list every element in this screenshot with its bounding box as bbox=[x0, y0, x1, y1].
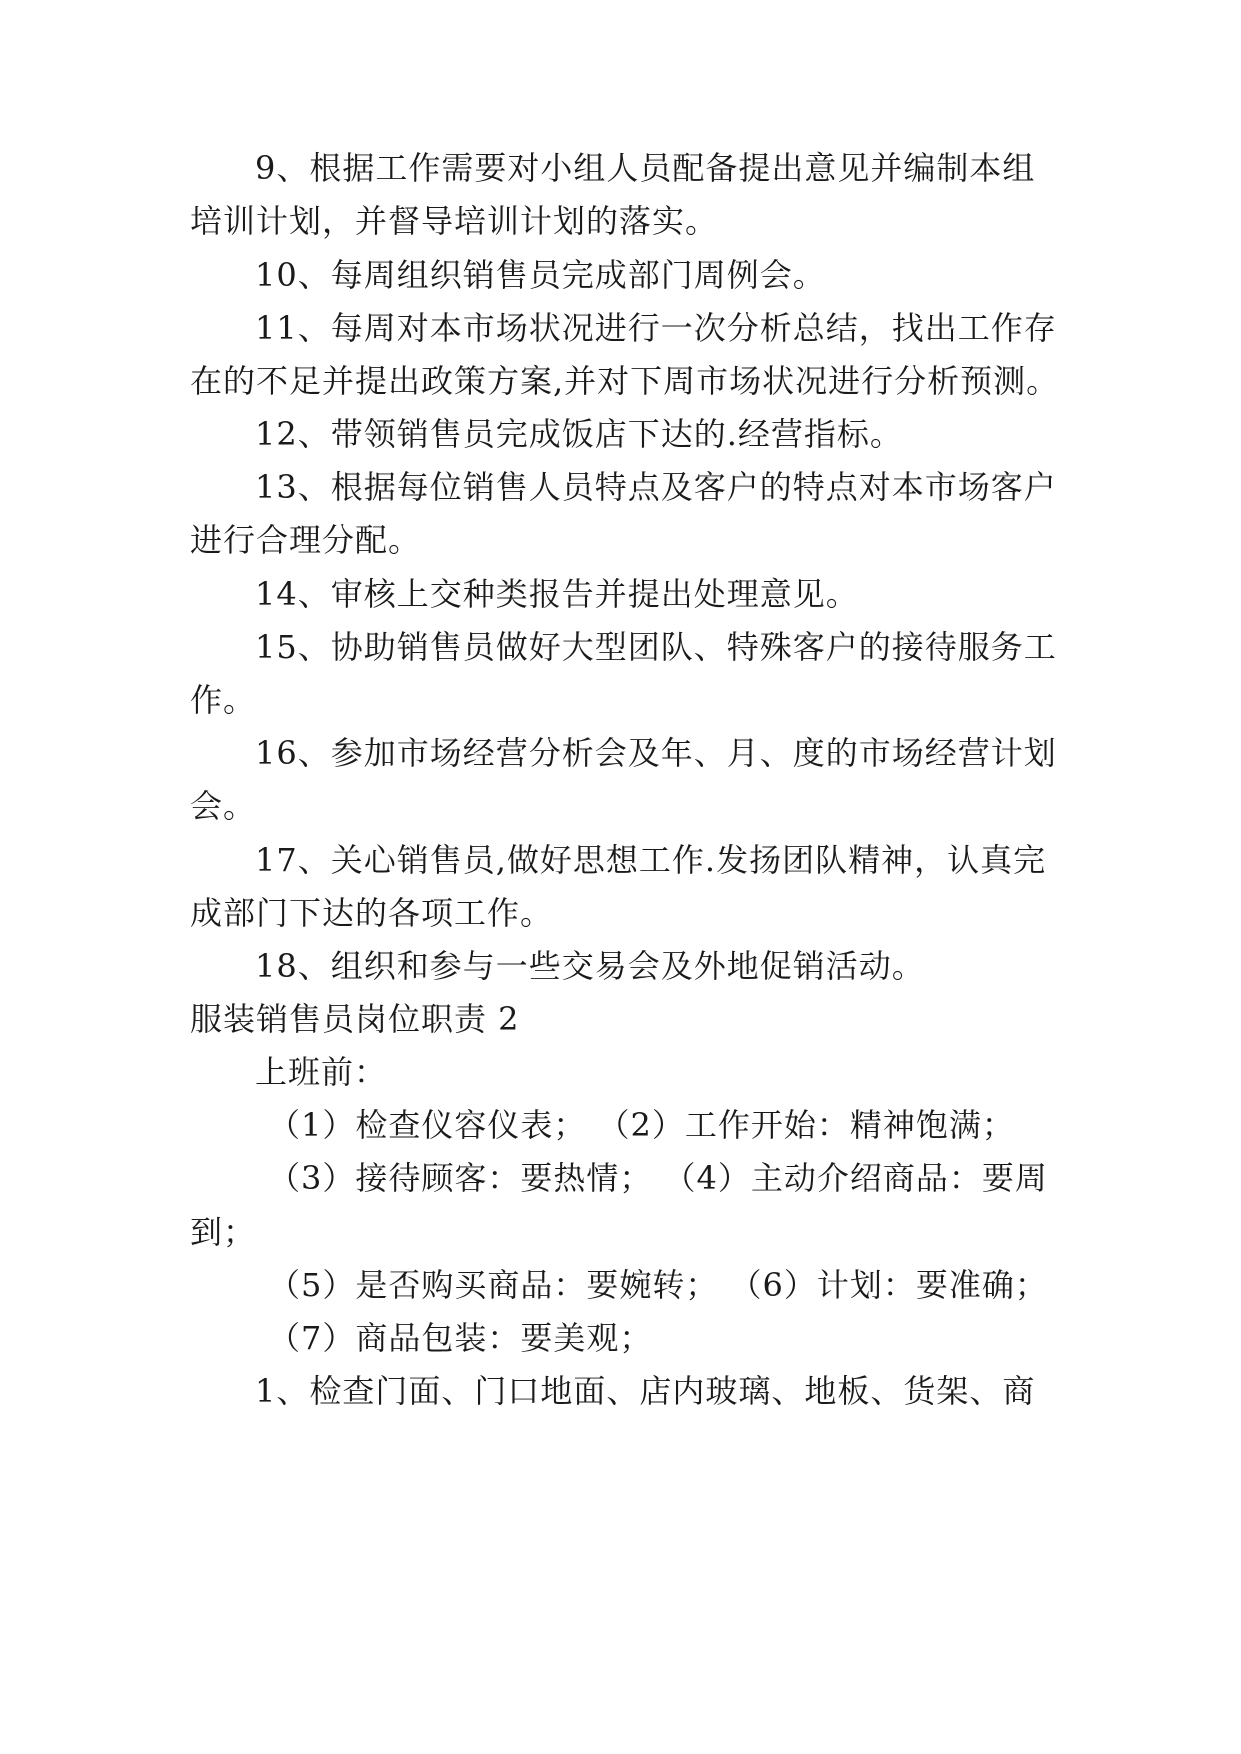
paragraph-item-12: 12、带领销售员完成饭店下达的.经营指标。 bbox=[255, 415, 903, 453]
paragraph-item-13: 13、根据每位销售人员特点及客户的特点对本市场客户 bbox=[255, 468, 1057, 506]
paragraph-item-9-cont: 培训计划，并督导培训计划的落实。 bbox=[190, 202, 719, 240]
paragraph-item-9: 9、根据工作需要对小组人员配备提出意见并编制本组 bbox=[255, 149, 1036, 187]
checklist-line-2-cont: 到； bbox=[190, 1213, 257, 1251]
checklist-line-3: （5）是否购买商品：要婉转； （6）计划：要准确； bbox=[268, 1266, 1048, 1304]
paragraph-item-13-cont: 进行合理分配。 bbox=[190, 521, 422, 559]
paragraph-item-10: 10、每周组织销售员完成部门周例会。 bbox=[255, 256, 826, 294]
paragraph-item-16-cont: 会。 bbox=[190, 787, 257, 825]
paragraph-item-17: 17、关心销售员,做好思想工作.发扬团队精神，认真完 bbox=[255, 841, 1047, 879]
paragraph-item-17-cont: 成部门下达的各项工作。 bbox=[190, 894, 554, 932]
paragraph-item-1: 1、检查门面、门口地面、店内玻璃、地板、货架、商 bbox=[255, 1372, 1036, 1410]
section-heading: 服装销售员岗位职责 2 bbox=[190, 1000, 520, 1038]
paragraph-item-11-cont: 在的不足并提出政策方案,并对下周市场状况进行分析预测。 bbox=[190, 362, 1060, 400]
paragraph-item-15-cont: 作。 bbox=[190, 681, 257, 719]
paragraph-item-14: 14、审核上交种类报告并提出处理意见。 bbox=[255, 575, 859, 613]
paragraph-item-18: 18、组织和参与一些交易会及外地促销活动。 bbox=[255, 947, 925, 985]
paragraph-item-16: 16、参加市场经营分析会及年、月、度的市场经营计划 bbox=[255, 734, 1057, 772]
checklist-line-4: （7）商品包装：要美观； bbox=[268, 1319, 653, 1357]
paragraph-item-15: 15、协助销售员做好大型团队、特殊客户的接待服务工 bbox=[255, 628, 1057, 666]
checklist-line-2: （3）接待顾客：要热情； （4）主动介绍商品：要周 bbox=[268, 1159, 1048, 1197]
paragraph-item-11: 11、每周对本市场状况进行一次分析总结，找出工作存 bbox=[255, 309, 1057, 347]
checklist-line-1: （1）检查仪容仪表； （2）工作开始：精神饱满； bbox=[268, 1106, 1015, 1144]
subheading-before-work: 上班前： bbox=[255, 1053, 388, 1091]
